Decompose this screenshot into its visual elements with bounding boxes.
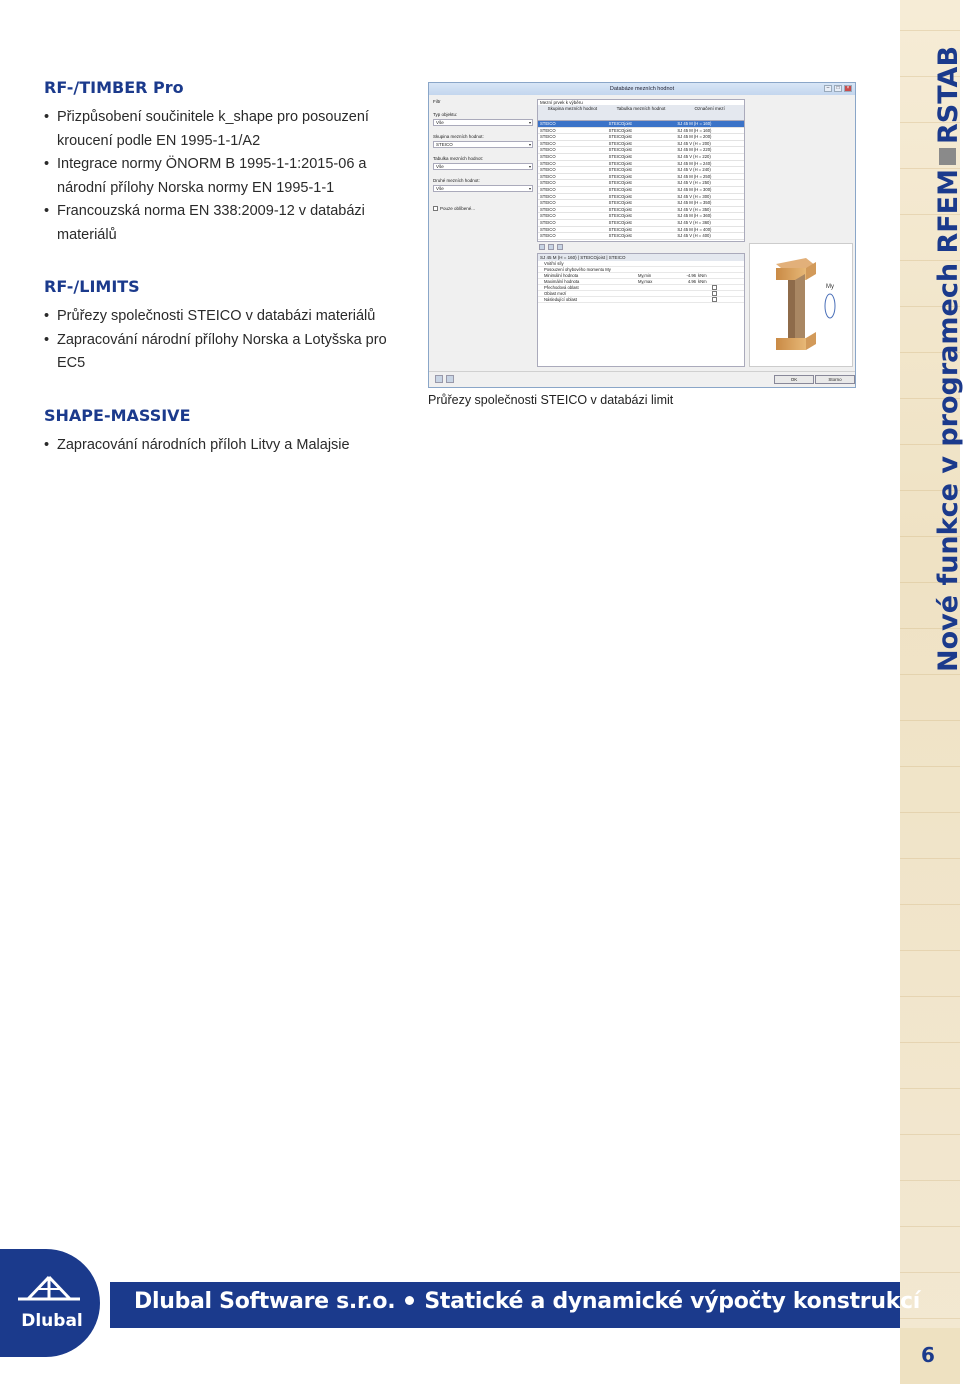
- limit-group-select[interactable]: STEICO ▾: [433, 141, 533, 148]
- side-title: [932, 45, 966, 672]
- bullet-item: • Zapracování národní přílohy Norska a Lotyšska pro EC5: [44, 329, 404, 376]
- favorites-label: Pouze oblíbené...: [440, 206, 476, 211]
- band-texture-line: [900, 1226, 960, 1227]
- property-val: [680, 291, 698, 296]
- band-texture-line: [900, 950, 960, 951]
- table-title: Mezní prvek k výběru: [540, 100, 583, 105]
- table-cell: STEICOjoist: [608, 147, 632, 153]
- table-cell: STEICOjoist: [608, 153, 632, 159]
- table-cell: SJ 45 V (H = 400): [677, 233, 711, 239]
- property-sym: My,min: [638, 273, 652, 278]
- table-cell: SJ 45 M (H = 220): [677, 147, 712, 153]
- table-cell: SJ 45 M (H = 160): [677, 127, 712, 133]
- company-tagline: Statické a dynamické výpočty konstrukcí: [424, 1289, 921, 1314]
- property-unit: [698, 291, 712, 296]
- logo-text: Dlubal: [21, 1311, 83, 1331]
- band-texture-line: [900, 30, 960, 31]
- table-toolbar: [537, 244, 745, 252]
- property-sym: [638, 267, 680, 272]
- property-name: Minimální hodnota: [544, 273, 579, 278]
- table-cell: STEICO: [540, 167, 556, 173]
- table-cell: SJ 45 M (H = 160): [677, 121, 712, 126]
- table-cell: SJ 45 M (H = 360): [677, 213, 712, 219]
- table-cell: STEICO: [540, 226, 556, 232]
- object-type-select[interactable]: Vše ▾: [433, 119, 533, 126]
- table-row[interactable]: [538, 207, 744, 214]
- company-name: Dlubal Software s.r.o.: [134, 1289, 396, 1314]
- table-cell: STEICOjoist: [608, 180, 632, 186]
- cross-section-preview: [749, 243, 853, 367]
- table-cell: SJ 45 V (H = 360): [677, 219, 711, 225]
- table-cell: STEICO: [540, 233, 556, 239]
- property-unit: [698, 261, 712, 266]
- property-checkbox[interactable]: [712, 291, 717, 296]
- property-name: Přechodová oblast: [544, 285, 579, 290]
- table-row[interactable]: [538, 121, 744, 128]
- table-cell: STEICO: [540, 147, 556, 153]
- band-texture-line: [900, 1272, 960, 1273]
- table-cell: SJ 45 M (H = 300): [677, 186, 712, 192]
- table-row[interactable]: [538, 180, 744, 187]
- section-timber: [44, 78, 404, 247]
- table-cell: SJ 45 M (H = 400): [677, 226, 712, 232]
- limit-table-select[interactable]: Vše ▾: [433, 163, 533, 170]
- table-cell: STEICO: [540, 173, 556, 179]
- table-cell: SJ 45 V (H = 200): [677, 140, 711, 146]
- band-texture-line: [900, 1180, 960, 1181]
- table-row[interactable]: [538, 174, 744, 181]
- property-name: Následující oblast: [544, 297, 578, 302]
- column-header[interactable]: Tabulka mezních hodnot: [616, 106, 666, 111]
- bullet-list: [44, 434, 404, 458]
- table-cell: STEICO: [540, 140, 556, 146]
- property-sym: My,max: [638, 279, 653, 284]
- bullet-item: • Zapracování národních příloh Litvy a Malajsie: [44, 434, 404, 458]
- section-limits: [44, 277, 404, 376]
- delete-icon[interactable]: [557, 244, 563, 250]
- help-icon[interactable]: [435, 375, 443, 383]
- property-val: 4.96: [687, 279, 696, 284]
- table-cell: SJ 45 V (H = 220): [677, 153, 711, 159]
- table-row[interactable]: [538, 220, 744, 227]
- table-cell: SJ 45 V (H = 240): [677, 167, 711, 173]
- table-cell: SJ 45 V (H = 350): [677, 206, 711, 212]
- table-row[interactable]: [538, 233, 744, 240]
- table-row[interactable]: [538, 167, 744, 174]
- table-cell: SJ 45 M (H = 240): [677, 160, 712, 166]
- table-cell: STEICOjoist: [608, 167, 632, 173]
- table-row[interactable]: [538, 161, 744, 168]
- table-cell: STEICOjoist: [608, 193, 632, 199]
- dlubal-logo: [0, 1249, 100, 1357]
- table-cell: STEICOjoist: [608, 186, 632, 192]
- band-texture-line: [900, 904, 960, 905]
- table-cell: STEICO: [540, 200, 556, 206]
- table-row[interactable]: [538, 194, 744, 201]
- close-icon[interactable]: ×: [844, 85, 852, 92]
- column-header[interactable]: Označení mezí: [694, 106, 725, 111]
- property-unit: kNm: [698, 279, 707, 284]
- properties-body: [538, 261, 744, 303]
- properties-title: SJ 45 M (H = 160) | STEICOjoist | STEICO: [538, 254, 744, 261]
- band-texture-line: [900, 1318, 960, 1319]
- table-cell: STEICO: [540, 219, 556, 225]
- property-val: -4.96: [686, 273, 696, 278]
- table-cell: STEICO: [540, 121, 556, 126]
- table-cell: STEICOjoist: [608, 213, 632, 219]
- table-cell: STEICO: [540, 127, 556, 133]
- table-cell: STEICOjoist: [608, 206, 632, 212]
- filter-field-label: Skupina mezních hodnot:: [433, 134, 484, 139]
- ok-button[interactable]: OK: [774, 375, 814, 384]
- table-cell: SJ 45 M (H = 250): [677, 173, 712, 179]
- bullet-separator: [405, 1296, 414, 1305]
- table-cell: STEICOjoist: [608, 121, 632, 126]
- window-title: Databáze mezních hodnot: [609, 86, 675, 92]
- separator-square: [939, 148, 956, 165]
- table-cell: STEICOjoist: [608, 127, 632, 133]
- property-val: [680, 261, 698, 266]
- property-row[interactable]: [538, 297, 744, 303]
- table-cell: STEICO: [540, 193, 556, 199]
- table-cell: STEICO: [540, 160, 556, 166]
- bullet-item: • Průřezy společnosti STEICO v databázi materiálů: [44, 305, 404, 329]
- table-row[interactable]: [538, 200, 744, 207]
- table-row[interactable]: [538, 187, 744, 194]
- property-name: Vnitřní síly: [544, 261, 564, 266]
- property-checkbox[interactable]: [712, 285, 717, 290]
- band-texture-line: [900, 1042, 960, 1043]
- limits-database-screenshot: [428, 82, 856, 388]
- edit-icon[interactable]: [548, 244, 554, 250]
- filter-field-label: Druhé mezních hodnot:: [433, 178, 480, 183]
- band-texture-line: [900, 996, 960, 997]
- bullet-list: [44, 305, 404, 376]
- table-cell: SJ 45 V (H = 250): [677, 180, 711, 186]
- property-val: [680, 297, 698, 302]
- filter-field-label: Tabulka mezních hodnot:: [433, 156, 484, 161]
- table-cell: SJ 45 M (H = 200): [677, 134, 712, 140]
- filter-panel: [433, 99, 533, 211]
- side-title-main: Nové funkce v programech RFEM: [933, 169, 964, 672]
- property-unit: [698, 297, 712, 302]
- table-row[interactable]: [538, 147, 744, 154]
- feature-list: [44, 78, 404, 487]
- table-body: [538, 121, 744, 240]
- limits-table: [537, 99, 745, 242]
- table-row[interactable]: [538, 213, 744, 220]
- property-unit: [698, 267, 712, 272]
- table-cell: STEICOjoist: [608, 160, 632, 166]
- window-controls: [824, 85, 852, 92]
- side-title-rstab: RSTAB: [933, 45, 964, 144]
- table-cell: STEICOjoist: [608, 226, 632, 232]
- band-texture-line: [900, 1088, 960, 1089]
- table-cell: STEICOjoist: [608, 233, 632, 239]
- property-val: [680, 285, 698, 290]
- table-cell: STEICOjoist: [608, 140, 632, 146]
- table-cell: STEICOjoist: [608, 134, 632, 140]
- bullet-list: [44, 106, 404, 247]
- table-cell: STEICOjoist: [608, 219, 632, 225]
- property-sym: [638, 285, 680, 290]
- property-sym: [638, 261, 680, 266]
- band-texture-line: [900, 858, 960, 859]
- table-cell: STEICOjoist: [608, 173, 632, 179]
- bullet-item: • Francouzská norma EN 338:2009-12 v databázi materiálů: [44, 200, 404, 247]
- dialog-footer: [429, 371, 855, 387]
- moment-label: My: [826, 284, 834, 290]
- table-row[interactable]: [538, 154, 744, 161]
- band-texture-line: [900, 674, 960, 675]
- filter-label: Filtr: [433, 99, 441, 104]
- section-title: RF-/LIMITS: [44, 277, 140, 296]
- table-cell: STEICO: [540, 186, 556, 192]
- section-shape-massive: [44, 406, 404, 458]
- window-titlebar: [429, 83, 855, 95]
- band-texture-line: [900, 812, 960, 813]
- bullet-item: • Integrace normy ÖNORM B 1995-1-1:2015-06 a národní přílohy Norska normy EN 1995-1-1: [44, 153, 404, 200]
- table-cell: STEICO: [540, 213, 556, 219]
- table-header: [538, 105, 744, 121]
- figure-caption: Průřezy společnosti STEICO v databázi limit: [428, 393, 674, 407]
- table-cell: SJ 45 M (H = 350): [677, 200, 712, 206]
- footer-text: [134, 1289, 920, 1314]
- favorites-option[interactable]: [433, 206, 533, 211]
- band-texture-line: [900, 766, 960, 767]
- table-cell: STEICO: [540, 206, 556, 212]
- band-texture-line: [900, 1134, 960, 1135]
- table-row[interactable]: [538, 134, 744, 141]
- property-unit: [698, 285, 712, 290]
- table-cell: SJ 45 V (H = 300): [677, 193, 711, 199]
- table-cell: STEICO: [540, 153, 556, 159]
- section-title: RF-/TIMBER Pro: [44, 78, 184, 97]
- section-title: SHAPE-MASSIVE: [44, 405, 191, 425]
- band-texture-line: [900, 720, 960, 721]
- table-row[interactable]: [538, 227, 744, 234]
- favorites-checkbox[interactable]: [433, 206, 438, 211]
- property-unit: kNm: [698, 273, 707, 278]
- table-cell: STEICOjoist: [608, 200, 632, 206]
- column-header[interactable]: Skupina mezních hodnot: [547, 106, 598, 111]
- cancel-button[interactable]: Storno: [815, 375, 855, 384]
- properties-panel: [537, 253, 745, 367]
- i-beam-graphic: [750, 244, 854, 368]
- page-number: 6: [921, 1343, 935, 1367]
- property-sym: [638, 291, 680, 296]
- add-icon[interactable]: [539, 244, 545, 250]
- property-name: Maximální hodnota: [544, 279, 580, 284]
- table-row[interactable]: [538, 128, 744, 135]
- bullet-item: • Přizpůsobení součinitele k_shape pro posouzení kroucení podle EN 1995-1-1/A2: [44, 106, 404, 153]
- property-name: Posouzení ohybového momentu My: [544, 267, 611, 272]
- table-row[interactable]: [538, 141, 744, 148]
- filter-field-label: Typ objektu:: [433, 112, 458, 117]
- info-icon[interactable]: [446, 375, 454, 383]
- table-cell: STEICO: [540, 180, 556, 186]
- maximize-icon[interactable]: □: [834, 85, 842, 92]
- property-checkbox[interactable]: [712, 297, 717, 302]
- property-name: Oblast mezí: [544, 291, 567, 296]
- minimize-icon[interactable]: –: [824, 85, 832, 92]
- limit-kind-select[interactable]: Vše ▾: [433, 185, 533, 192]
- property-val: [680, 267, 698, 272]
- table-cell: STEICO: [540, 134, 556, 140]
- bridge-logo-icon: [14, 1273, 84, 1309]
- property-sym: [638, 297, 680, 302]
